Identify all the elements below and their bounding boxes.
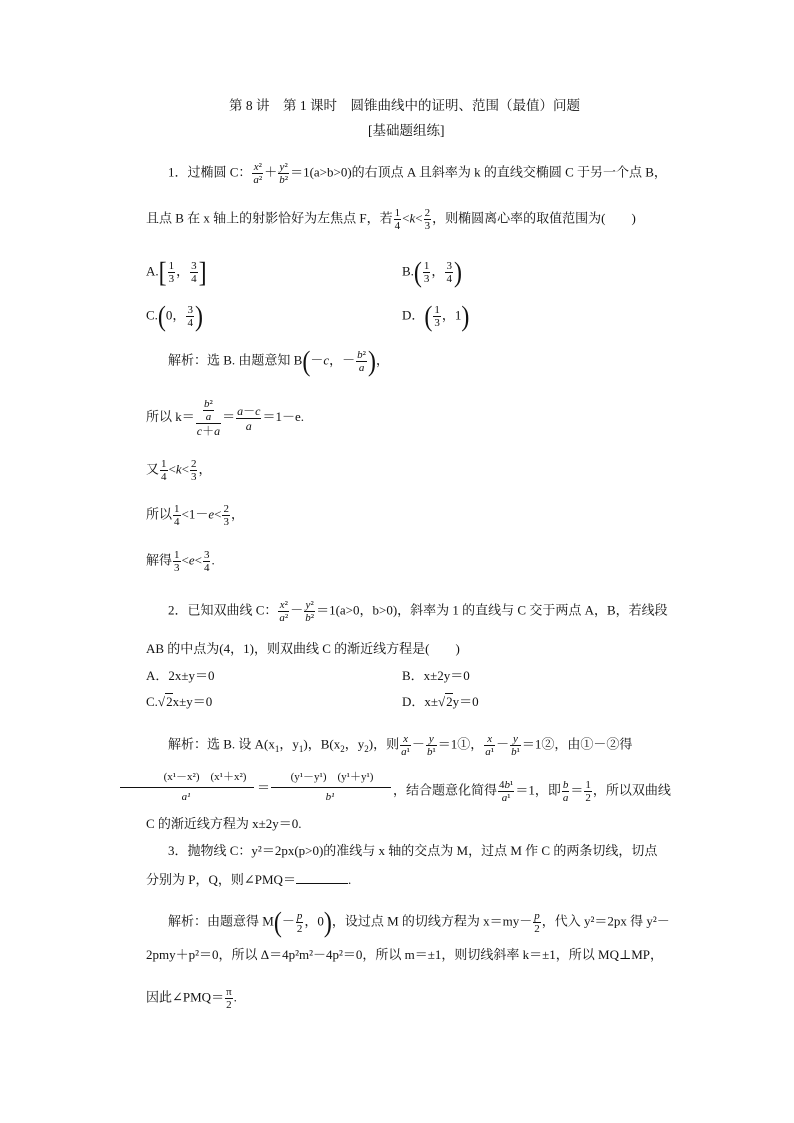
- q1-line1-pre: 1．过椭圆 C：: [168, 164, 252, 180]
- q2-sol2-num2: (y¹－y¹) (y¹＋y¹): [290, 771, 374, 783]
- q2-solution-line1: 解析：选 B. 设 $A(x_1$，$y_1$)，$B(x_2$，$y_2$)，则 $\frac{x}{\text{a¹}}$ － $\frac{y}{\text{b¹}}$ ＝1①， $\frac{x}{\text{a¹}}$ － $\frac{y}{\text{b¹}}$ ＝1②，由①－②得: [168, 733, 633, 758]
- q2-sol2-den1: a¹: [181, 791, 191, 803]
- q1-line2-pre: 且点 B 在 x 轴上的射影恰好为左焦点 F，若: [146, 210, 393, 226]
- q1-solution-line3: 又 $\frac{1}{4}$ <k< $\frac{2}{3}$ ，: [146, 458, 212, 483]
- q1-option-a: A.[ $\frac{1}{3}$ ， $\frac{3}{4}$ ]: [146, 256, 207, 289]
- q1-option-b: B.( $\frac{1}{3}$ ， $\frac{3}{4}$ ): [402, 256, 462, 289]
- q1-solution-line2: 所以 k＝ $\frac{\frac{\text{b²}}{a}}{c+a}$ ＝ $\frac{a-c}{a}$ ＝1－e.: [146, 398, 304, 438]
- q2-option-a: A．2x±y＝0: [146, 668, 215, 683]
- q2-sol2-eq: ＝: [257, 780, 271, 795]
- q3-solution-line2: 2pmy＋p²＝0，所以 Δ＝4p²m²－4p²＝0，所以 m＝±1，则切线斜率 k＝±1，所以 MQ⊥MP，: [146, 947, 664, 962]
- q1-line1: 1．过椭圆 C： $\frac{\text{x²}}{\text{a²}}$ ＋ $\frac{\text{y²}}{\text{b²}}$ ＝1(a>b>0)的右顶点 A 且斜率为 k 的直线交椭圆 C 于另一个点 B，: [168, 161, 667, 186]
- q1-solution-line4: 所以 $\frac{1}{4}$ <1－e< $\frac{2}{3}$ ，: [146, 503, 244, 528]
- q1-line2: 且点 B 在 x 轴上的射影恰好为左焦点 F，若 $\frac{1}{4}$ <k< $\frac{2}{3}$ ，则椭圆离心率的取值范围为( ): [146, 207, 636, 232]
- q2-option-d: D．x±√2y＝0: [402, 694, 479, 709]
- q2-solution-line3: C 的渐近线方程为 x±2y＝0.: [146, 816, 302, 831]
- q1-solution-line1: 解析：选 B. 由题意知 B(－c，－ $\frac{\text{b²}}{a}$ )，: [168, 345, 389, 378]
- q3-answer-blank[interactable]: [296, 871, 348, 884]
- q2-sol2-fraction-bar2: [271, 787, 391, 788]
- section-label: [基础题组练]: [368, 123, 445, 138]
- q2-line2: AB 的中点为(4，1)，则双曲线 C 的渐近线方程是( ): [146, 641, 460, 656]
- q3-solution-line3: 因此∠PMQ＝ $\frac{\pi}{2}$ .: [146, 986, 237, 1011]
- q2-solution-line2: ，结合题意化简得 $\frac{\text{4b¹}}{\text{a¹}}$ ＝1，即 $\frac{b}{a}$ ＝ $\frac{1}{2}$ ，所以双曲线: [393, 779, 671, 804]
- q1-option-d: D．( $\frac{1}{3}$ ，1): [402, 300, 470, 333]
- page-title: 第 8 讲 第 1 课时 圆锥曲线中的证明、范围（最值）问题: [229, 98, 580, 113]
- q2-sol2-fraction-bar1: [120, 787, 254, 788]
- q2-sol2-num1: (x¹－x²) (x¹＋x²): [163, 771, 247, 783]
- q3-line1: 3．抛物线 C：y²＝2px(p>0)的准线与 x 轴的交点为 M，过点 M 作 C 的两条切线，切点: [168, 843, 658, 858]
- q1-line2-post: ，则椭圆离心率的取值范围为( ): [432, 210, 636, 226]
- q1-solution-line5: 解得 $\frac{1}{3}$ <e< $\frac{3}{4}$ .: [146, 549, 215, 574]
- q2-option-c: C.√2x±y＝0: [146, 694, 213, 709]
- q1-line1-post: ＝1(a>b>0)的右顶点 A 且斜率为 k 的直线交椭圆 C 于另一个点 B，: [290, 164, 667, 180]
- q3-solution-line1: 解析：由题意得 M(－ $\frac{p}{2}$ ，0)，设过点 M 的切线方程为 x＝my－ $\frac{p}{2}$ ，代入 y²＝2px 得 y²－: [168, 906, 670, 939]
- q3-line2: 分别为 P，Q，则∠PMQ＝ .: [146, 872, 352, 887]
- q1-option-c: C.(0， $\frac{3}{4}$ ): [146, 300, 203, 333]
- q2-sol2-den2: b¹: [325, 791, 335, 803]
- q2-option-b: B．x±2y＝0: [402, 668, 470, 683]
- q2-line1: 2．已知双曲线 C： $\frac{\text{x²}}{\text{a²}}$ － $\frac{\text{y²}}{\text{b²}}$ ＝1(a>0，b>0)，斜率为 1 的直线与 C 交于两点 A，B，若线段: [168, 599, 668, 624]
